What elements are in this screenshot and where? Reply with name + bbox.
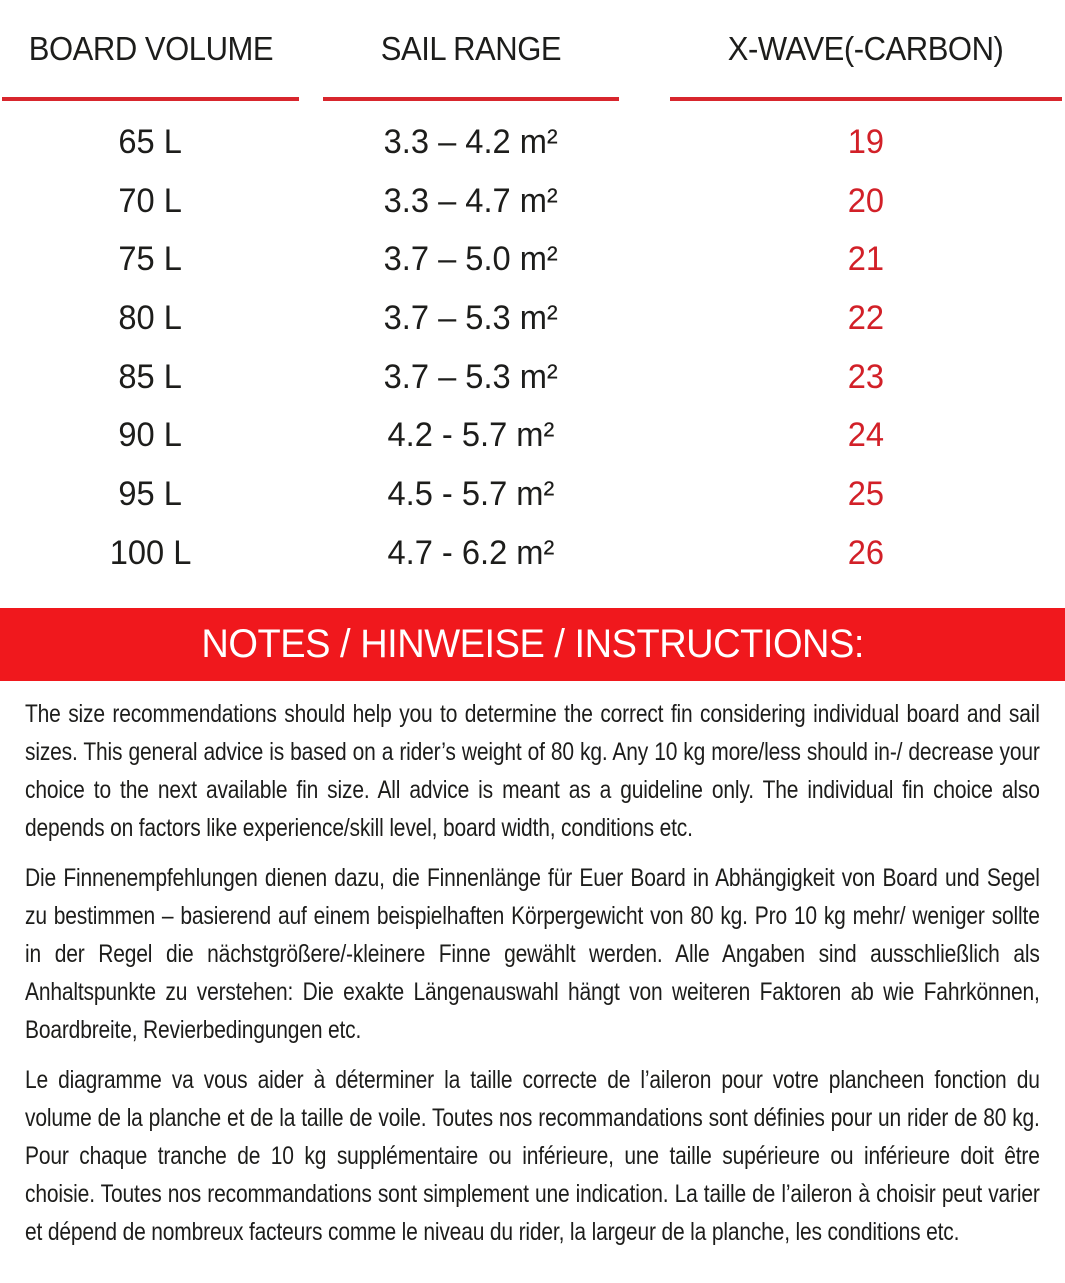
note-paragraph-french: Le diagramme va vous aider à déterminer la taille correcte de l’aileron pour votre plancheen fonction du volume de la planche et de la taille de voile. Toutes nos recommandations sont définies pour un rider de 80 kg. Pour chaque tranche de 10 kg supplémentaire ou inférieure, une taille supérieure ou inférieure doit être choisie. Toutes nos recommandations sont simplement une indication. La taille de l’aileron à choisir peut varier et dépend de nombreux facteurs comme le niveau du rider, la largeur de la planche, les conditions etc. xyxy=(25,1065,1040,1246)
column-header-board-volume: BOARD VOLUME xyxy=(28,29,273,67)
board-volume-cell: 90 L xyxy=(118,416,183,455)
board-volume-cell: 80 L xyxy=(118,298,183,337)
fin-size-cell: 20 xyxy=(847,181,885,220)
fin-size-cell: 25 xyxy=(847,474,885,513)
board-volume-cell: 65 L xyxy=(118,122,183,161)
header-underline xyxy=(670,97,1062,101)
table-body xyxy=(0,101,1065,583)
fin-size-cell: 19 xyxy=(847,122,885,161)
sail-range-cell: 3.3 – 4.2 m² xyxy=(383,122,559,161)
fin-size-cell: 22 xyxy=(847,298,885,337)
notes-banner-title: NOTES / HINWEISE / INSTRUCTIONS: xyxy=(201,621,864,666)
board-volume-cell: 85 L xyxy=(118,357,183,396)
sail-range-cell: 3.7 – 5.0 m² xyxy=(383,240,559,279)
table-row xyxy=(0,289,1065,348)
note-paragraph-german: Die Finnenempfehlungen dienen dazu, die Finnenlänge für Euer Board in Abhängigkeit von Board und Segel zu bestimmen – basierend auf einem beispielhaften Körpergewicht von 80 kg. Pro 10 kg mehr/ weniger sollte in der Regel die nächstgrößere/-kleinere Finne gewählt werden. Alle Angaben sind ausschließlich als Anhaltspunkte zu verstehen: Die exakte Längenauswahl hängt von weiteren Faktoren ab wie Fahrkönnen, Boardbreite, Revierbedingungen etc. xyxy=(25,863,1040,1044)
table-row xyxy=(0,113,1065,172)
board-volume-cell: 100 L xyxy=(109,533,192,572)
table-row xyxy=(0,465,1065,524)
fin-size-cell: 26 xyxy=(847,533,885,572)
column-header-sail-range: SAIL RANGE xyxy=(380,29,562,67)
notes-banner xyxy=(0,608,1065,681)
board-volume-cell: 75 L xyxy=(118,240,183,279)
sail-range-cell: 4.7 - 6.2 m² xyxy=(387,533,555,572)
table-row xyxy=(0,406,1065,465)
fin-size-cell: 21 xyxy=(847,240,885,279)
table-row xyxy=(0,172,1065,231)
column-header-x-wave: X-WAVE(-CARBON) xyxy=(728,29,1004,67)
header-underlines xyxy=(0,97,1065,101)
sail-range-cell: 4.2 - 5.7 m² xyxy=(387,416,555,455)
sail-range-cell: 3.7 – 5.3 m² xyxy=(383,357,559,396)
table-row xyxy=(0,348,1065,407)
note-paragraph-english: The size recommendations should help you to determine the correct fin considering individual board and sail sizes. This general advice is based on a rider’s weight of 80 kg. Any 10 kg more/less should in-/ decrease your choice to the next available fin size. All advice is meant as a guideline only. The individual fin choice also depends on factors like experience/skill level, board width, conditions etc. xyxy=(25,699,1040,842)
header-underline xyxy=(323,97,619,101)
board-volume-cell: 70 L xyxy=(118,181,183,220)
fin-size-cell: 23 xyxy=(847,357,885,396)
table-row xyxy=(0,524,1065,583)
table-row xyxy=(0,230,1065,289)
fin-size-cell: 24 xyxy=(847,416,885,455)
board-volume-cell: 95 L xyxy=(118,474,183,513)
sail-range-cell: 3.3 – 4.7 m² xyxy=(383,181,559,220)
table-header-row xyxy=(0,0,1065,97)
header-underline xyxy=(2,97,299,101)
sail-range-cell: 4.5 - 5.7 m² xyxy=(387,474,555,513)
sail-range-cell: 3.7 – 5.3 m² xyxy=(383,298,559,337)
